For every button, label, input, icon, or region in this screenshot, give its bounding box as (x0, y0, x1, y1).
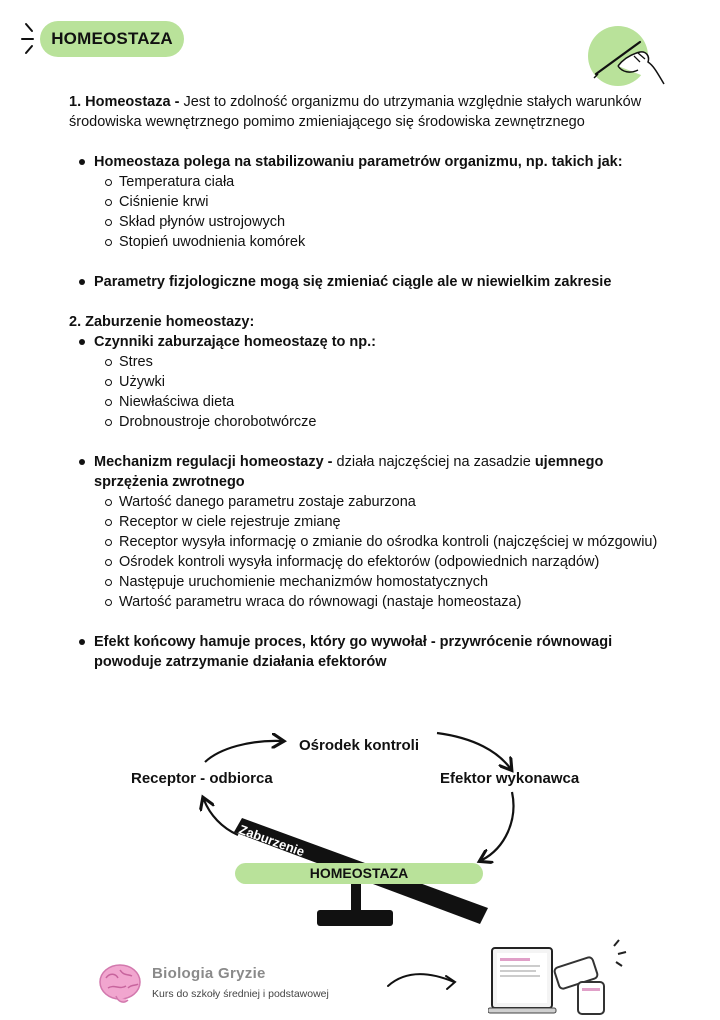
final-effect: Efekt końcowy hamuje proces, który go wywołał - przywrócenie równowagi powoduje zatrzymanie działania efektorów (94, 634, 613, 670)
writing-hand-icon (588, 22, 668, 96)
list-item: Skład płynów ustrojowych (94, 212, 659, 232)
mechanism-text: działa najczęściej na zasadzie (336, 454, 531, 470)
seesaw-base (317, 910, 393, 926)
arrow-disturbance-to-receptor (204, 800, 238, 835)
brand-name: Biologia Gryzie (152, 965, 266, 982)
mechanism-list (69, 452, 659, 612)
list-item: Stres (94, 352, 659, 372)
factors-sublist (94, 352, 659, 432)
devices-illustration-icon (488, 938, 638, 1018)
seesaw-stand (351, 884, 361, 912)
definition-text: Jest to zdolność organizmu do utrzymania względnie stałych warunków środowiska wewnętrznego pomimo zmieniającego się środowiska zewnętrznego (69, 94, 642, 130)
list-item: Receptor w ciele rejestruje zmianę (94, 512, 659, 532)
list-item: Wartość danego parametru zostaje zaburzona (94, 492, 659, 512)
control-center-label: Ośrodek kontroli (299, 737, 420, 754)
list-item: Stopień uwodnienia komórek (94, 232, 659, 252)
factors-intro: Czynniki zaburzające homeostazę to np.: (94, 334, 376, 350)
list-item: Drobnoustroje chorobotwórcze (94, 412, 659, 432)
page-title-badge: HOMEOSTAZA (40, 21, 184, 57)
list-item: Receptor wysyła informację o zmianie do ośrodka kontroli (najczęściej w mózgowiu) (94, 532, 659, 552)
params-note: Parametry fizjologiczne mogą się zmieniać ciągle ale w niewielkim zakresie (94, 274, 612, 290)
section1-note-list (69, 272, 659, 292)
brain-logo-icon (98, 962, 144, 1006)
list-item (69, 332, 659, 432)
definition-paragraph (69, 92, 659, 132)
section2-list (69, 332, 659, 432)
section1-heading: 1. Homeostaza - (69, 94, 180, 110)
list-item: Wartość parametru wraca do równowagi (nastaje homeostaza) (94, 592, 659, 612)
list-item: Ciśnienie krwi (94, 192, 659, 212)
list-item: Niewłaściwa dieta (94, 392, 659, 412)
section2-heading-line (69, 312, 659, 332)
mechanism-bold: Mechanizm regulacji homeostazy - (94, 454, 333, 470)
params-sublist (94, 172, 659, 252)
homeostasis-label: HOMEOSTAZA (309, 865, 409, 881)
mechanism-bold2: ujemnego sprzężenia zwrotnego (94, 454, 604, 490)
list-item (69, 632, 659, 672)
receptor-label: Receptor - odbiorca (131, 770, 273, 787)
main-content (69, 92, 659, 672)
section2-heading: 2. Zaburzenie homeostazy: (69, 314, 255, 330)
disturbance-label: Zaburzenie (236, 821, 307, 860)
list-item (69, 272, 659, 292)
list-item (69, 152, 659, 252)
params-intro: Homeostaza polega na stabilizowaniu parametrów organizmu, np. takich jak: (94, 154, 623, 170)
list-item: Ośrodek kontroli wysyła informację do efektorów (odpowiednich narządów) (94, 552, 659, 572)
feedback-loop-diagram (0, 720, 720, 940)
arrow-effector-to-homeostasis (482, 792, 513, 860)
steps-sublist (94, 492, 659, 612)
list-item: Następuje uruchomienie mechanizmów homostatycznych (94, 572, 659, 592)
curved-arrow-icon (384, 966, 464, 996)
list-item (69, 452, 659, 612)
arrow-control-to-effector (437, 733, 510, 768)
list-item: Temperatura ciała (94, 172, 659, 192)
effector-label: Efektor wykonawca (440, 770, 580, 787)
brand-tagline: Kurs do szkoły średniej i podstawowej (152, 988, 329, 1000)
arrow-receptor-to-control (205, 741, 281, 762)
final-effect-list (69, 632, 659, 672)
section1-list (69, 152, 659, 252)
list-item: Używki (94, 372, 659, 392)
